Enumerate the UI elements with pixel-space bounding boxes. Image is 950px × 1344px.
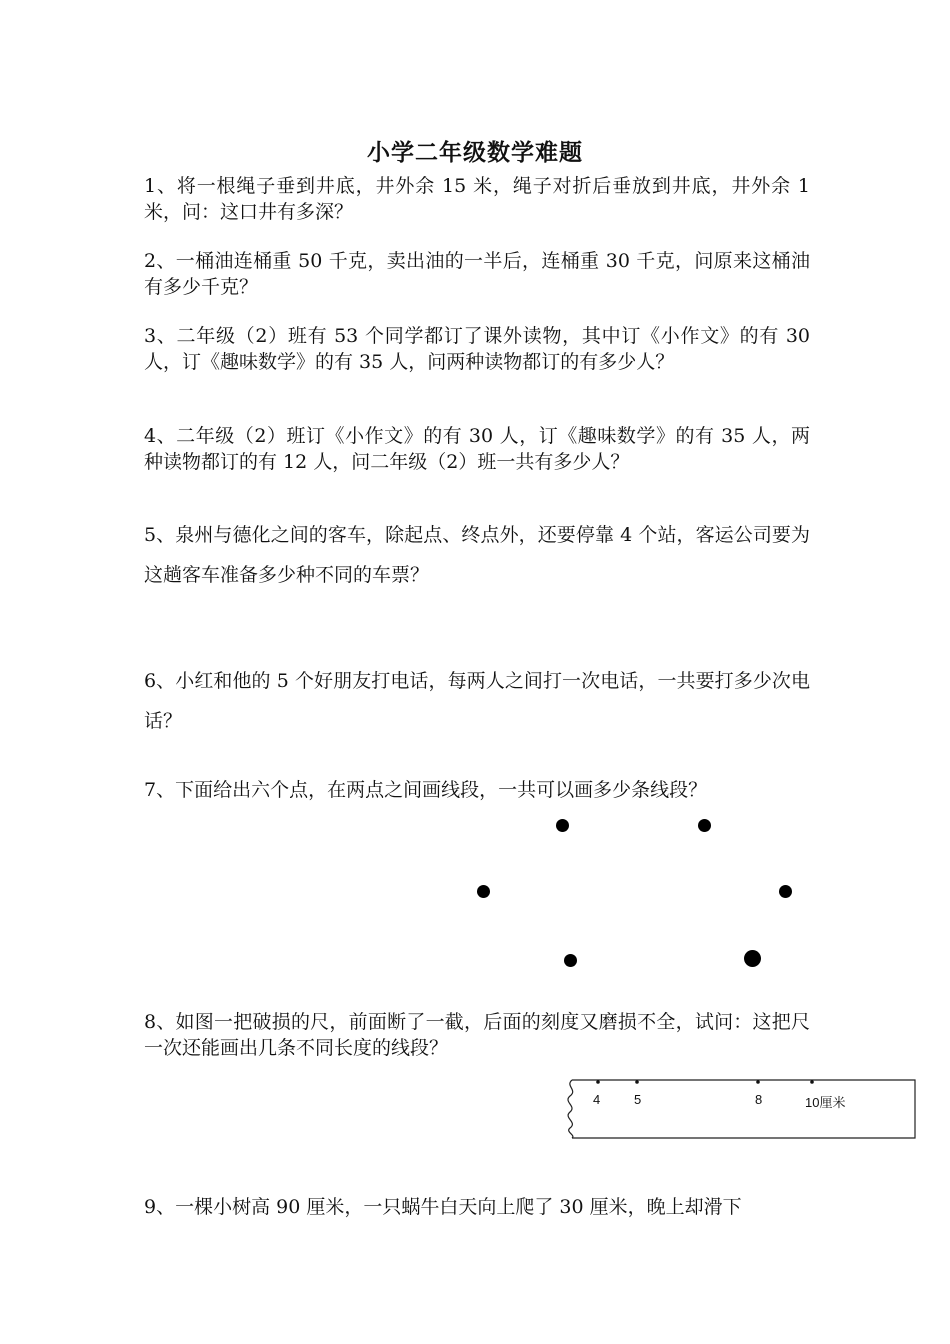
point-dot <box>779 885 792 898</box>
question-4: 4、二年级（2）班订《小作文》的有 30 人，订《趣味数学》的有 35 人，两种读物都订的有 12 人，问二年级（2）班一共有多少人？ <box>144 425 810 473</box>
point-dot <box>698 819 711 832</box>
point-dot <box>477 885 490 898</box>
tick-10 <box>810 1080 814 1084</box>
ruler-mark-label: 4 <box>593 1092 601 1107</box>
question-8: 8、如图一把破损的尺，前面断了一截，后面的刻度又磨损不全，试问：这把尺一次还能画出几条不同长度的线段？ <box>144 1011 810 1059</box>
ruler-mark-label: 5 <box>634 1092 642 1107</box>
tick-8 <box>756 1080 760 1084</box>
point-dot <box>556 819 569 832</box>
question-3: 3、二年级（2）班有 53 个同学都订了课外读物，其中订《小作文》的有 30 人，订《趣味数学》的有 35 人，问两种读物都订的有多少人？ <box>144 325 810 373</box>
question-7: 7、下面给出六个点，在两点之间画线段，一共可以画多少条线段？ <box>144 779 708 801</box>
question-2: 2、一桶油连桶重 50 千克，卖出油的一半后，连桶重 30 千克，问原来这桶油有多少千克？ <box>144 250 810 298</box>
ruler-mark-label: 8 <box>755 1092 763 1107</box>
point-dot <box>744 950 761 967</box>
page-title: 小学二年级数学难题 <box>367 139 583 166</box>
tick-4 <box>596 1080 600 1084</box>
question-6: 6、小红和他的 5 个好朋友打电话，每两人之间打一次电话，一共要打多少次电话？ <box>144 670 810 732</box>
question-1: 1、将一根绳子垂到井底，井外余 15 米，绳子对折后垂放到井底，井外余 1 米，问：这口井有多深？ <box>144 175 810 223</box>
tick-5 <box>635 1080 639 1084</box>
ruler-mark-label: 10厘米 <box>805 1095 846 1110</box>
question-9: 9、一棵小树高 90 厘米，一只蜗牛白天向上爬了 30 厘米，晚上却滑下 <box>144 1196 742 1218</box>
question-5: 5、泉州与德化之间的客车，除起点、终点外，还要停靠 4 个站，客运公司要为这趟客车准备多少种不同的车票？ <box>144 524 810 586</box>
broken-ruler <box>560 1076 920 1142</box>
point-dot <box>564 954 577 967</box>
